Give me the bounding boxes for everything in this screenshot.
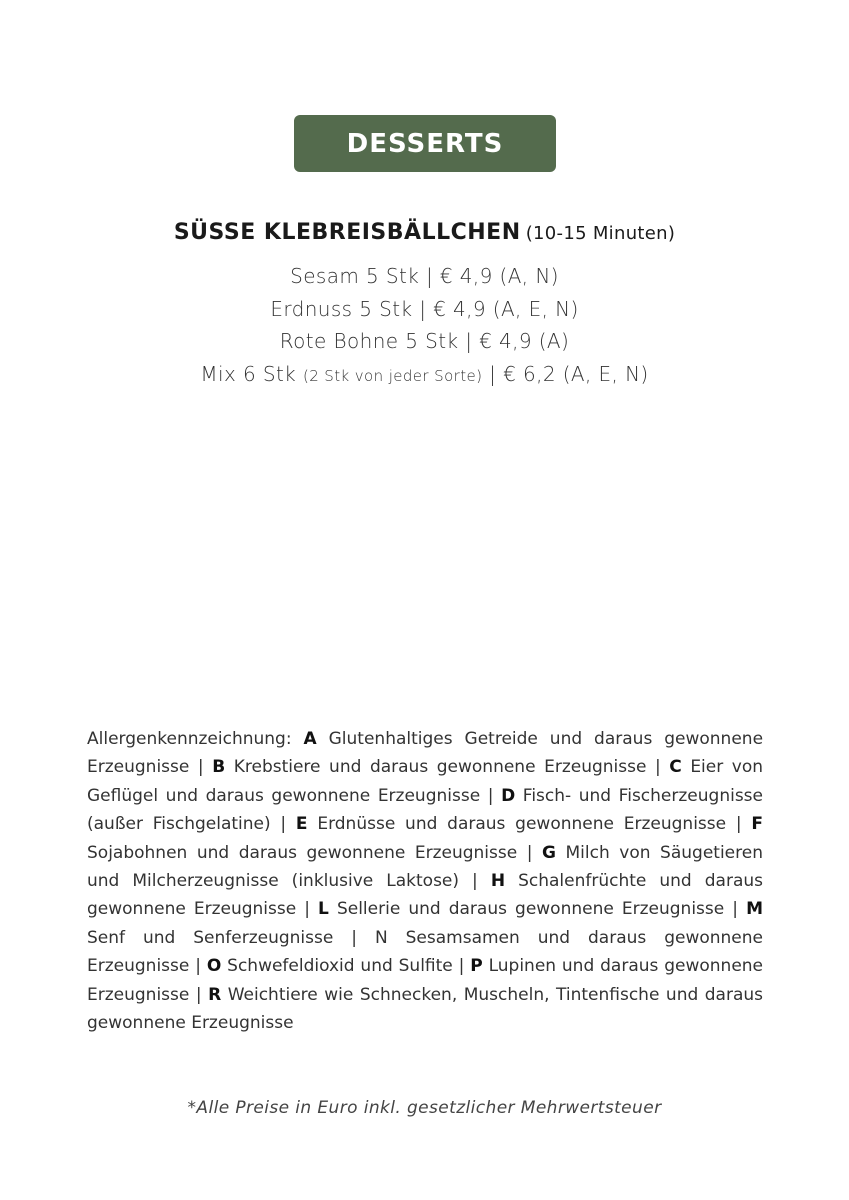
allergen-entry	[87, 985, 763, 1033]
allergen-entry	[207, 956, 453, 976]
allergen-text: Lupinen und daraus gewonnene Erzeugnisse	[87, 956, 764, 1005]
variant-line: Rote Bohne 5 Stk | € 4,9 (A)	[279, 329, 570, 353]
allergen-entry	[212, 757, 646, 777]
allergen-text: Glutenhaltiges Getreide und daraus gewonnene Erzeugnisse	[87, 729, 764, 778]
allergen-code: G	[542, 842, 556, 863]
allergen-text: Weichtiere wie Schnecken, Muscheln, Tintenfische und daraus gewonnene Erzeugnisse	[87, 984, 764, 1034]
allergen-text: Erdnüsse und daraus gewonnene Erzeugnisse	[317, 814, 727, 835]
allergen-code: L	[318, 899, 329, 920]
allergen-code: H	[490, 871, 506, 892]
variant-line-mix	[0, 358, 849, 393]
menu-item-name: SÜSSE KLEBREISBÄLLCHEN	[173, 220, 521, 245]
allergen-code: C	[669, 757, 682, 778]
allergen-code: A	[303, 729, 317, 749]
allergen-intro: Allergenkennzeichnung:	[87, 729, 292, 749]
allergen-code: R	[208, 984, 222, 1005]
variant-mix-name: Mix 6 Stk	[200, 361, 297, 386]
allergen-code: D	[501, 785, 516, 806]
price-footnote: *Alle Preise in Euro inkl. gesetzlicher Mehrwertsteuer	[187, 1098, 662, 1118]
allergen-text: Sesamsamen und daraus gewonnene Erzeugnisse	[87, 927, 763, 977]
allergen-code: E	[295, 814, 308, 835]
allergen-text: Eier von Geflügel und daraus gewonnene Erzeugnisse	[87, 757, 764, 806]
allergen-text: Fisch- und Fischerzeugnisse (außer Fischgelatine)	[87, 785, 763, 835]
allergen-text: Milch von Säugetieren und Milcherzeugnisse (inklusive Laktose)	[87, 842, 763, 892]
allergen-code: M	[746, 899, 763, 920]
allergen-code: B	[212, 757, 226, 778]
allergen-text: Sellerie und daraus gewonnene Erzeugnisse	[336, 899, 725, 920]
variant-line: Sesam 5 Stk | € 4,9 (A, N)	[290, 264, 559, 288]
section-title-badge: DESSERTS	[294, 115, 556, 172]
allergen-text: Schalenfrüchte und daraus gewonnene Erzeugnisse	[87, 871, 763, 920]
variant-mix-note: (2 Stk von jeder Sorte)	[302, 366, 483, 385]
menu-item-prep-time: (10-15 Minuten)	[525, 223, 676, 244]
variant-line: Erdnuss 5 Stk | € 4,9 (A, E, N)	[270, 296, 579, 321]
variant-mix-price: | € 6,2 (A, E, N)	[489, 361, 649, 386]
allergen-code: F	[751, 814, 763, 835]
allergen-code: N	[374, 927, 388, 948]
allergen-text: Krebstiere und daraus gewonnene Erzeugnisse	[233, 757, 647, 778]
menu-item-variants	[0, 260, 849, 392]
allergen-code: P	[470, 956, 483, 977]
allergen-text: Sojabohnen und daraus gewonnene Erzeugnisse	[87, 842, 518, 863]
allergen-entry	[296, 814, 726, 834]
allergen-code: O	[206, 956, 222, 977]
menu-item-heading	[0, 220, 849, 245]
allergen-text: Schwefeldioxid und Sulfite	[227, 956, 453, 977]
allergen-legend: Allergenkennzeichnung: A Glutenhaltiges Getreide und daraus gewonnene Erzeugnisse | B Krebstiere und daraus gewonnene Erzeugnisse | C Eier von Geflügel und daraus gewonnene Erzeugnisse | D Fisch- und Fischerzeugnisse (außer Fischgelatine) | E Erdnüsse und daraus gewonnene Erzeugnisse | F Sojabohnen und daraus gewonnene Erzeugnisse | G Milch von Säugetieren und Milcherzeugnisse (inklusive Laktose) | H Schalenfrüchte und daraus gewonnene Erzeugnisse | L Sellerie und daraus gewonnene Erzeugnisse | M Senf und Senferzeugnisse | N Sesamsamen und daraus gewonnene Erzeugnisse | O Schwefeldioxid und Sulfite | P Lupinen und daraus gewonnene Erzeugnisse | R Weichtiere wie Schnecken, Muscheln, Tintenfische und daraus gewonnene Erzeugnisse	[87, 729, 764, 1034]
allergen-text: Senf und Senferzeugnisse	[87, 927, 334, 948]
allergen-entry	[318, 899, 724, 919]
